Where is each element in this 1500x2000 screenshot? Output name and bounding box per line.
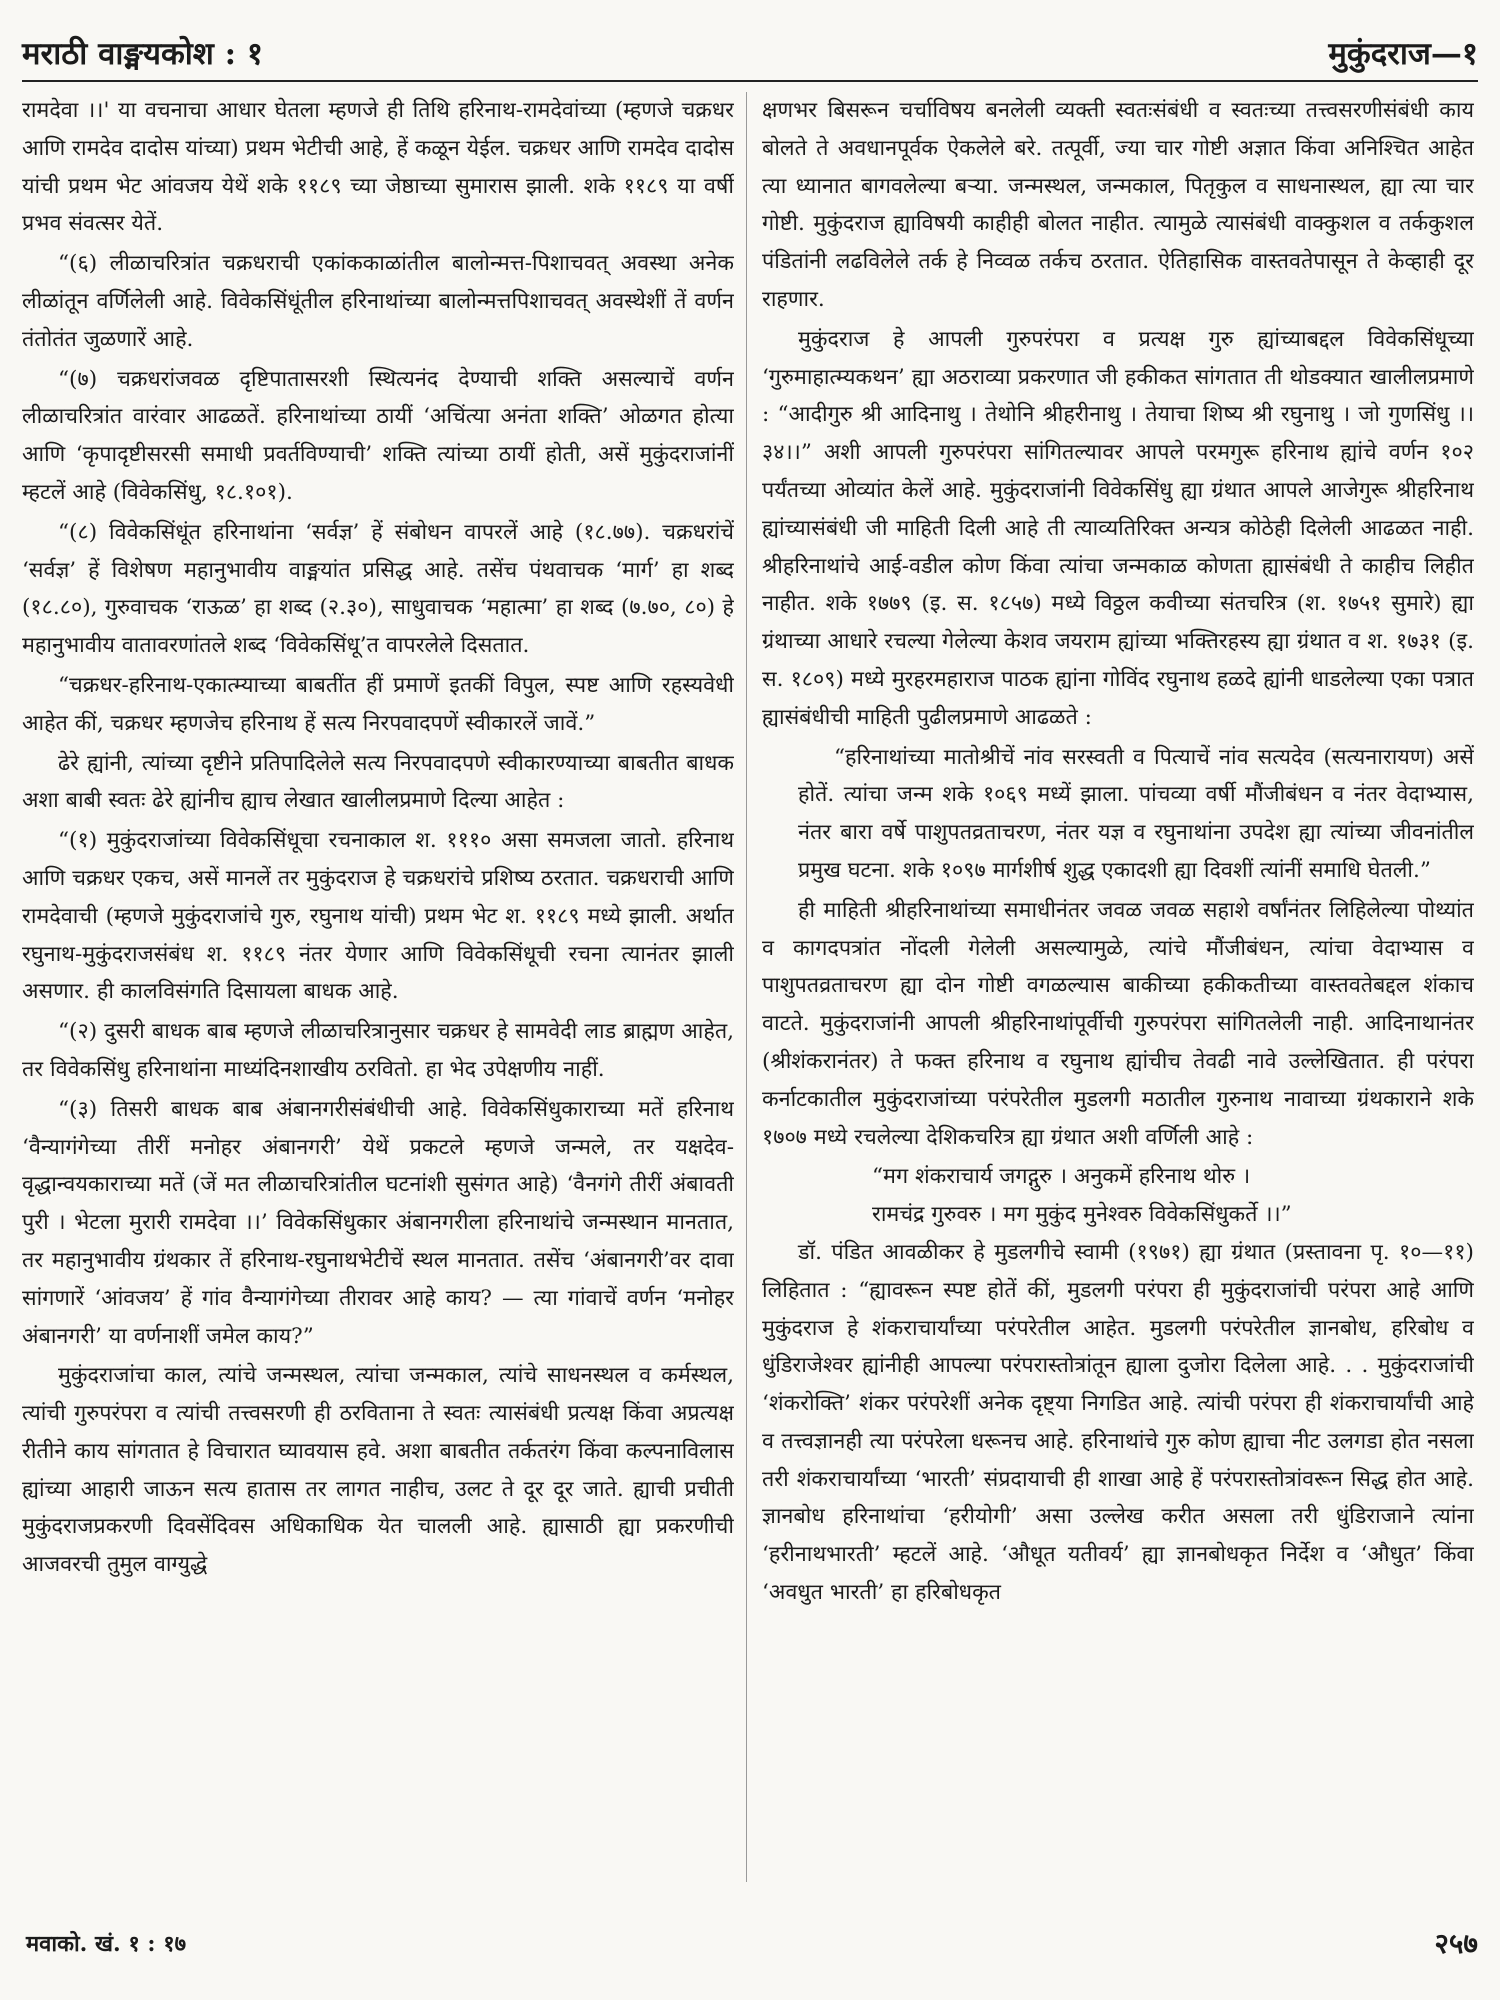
paragraph: “चक्रधर-हरिनाथ-एकात्म्याच्या बाबतींत हीं प्रमाणें इतकीं विपुल, स्पष्ट आणि रहस्यवेधी आहेत कीं, चक्रधर म्हणजेच हरिनाथ हें सत्य निरपवादपणें स्वीकारलें जावें.” — [22, 672, 734, 736]
page-footer — [22, 1928, 1478, 1972]
page-number: २५७ — [1434, 1927, 1478, 1960]
paragraph: “(७) चक्रधरांजवळ दृष्टिपातासरशी स्थित्यनंद देण्याची शक्ति असल्याचें वर्णन लीळाचरित्रांत वारंवार आढळतें. हरिनाथांच्या ठायीं ‘अचिंत्या अनंता शक्ति’ ओळगत होत्या आणि ‘कृपादृष्टीसरसी समाधी प्रवर्तविण्याची’ शक्ति त्यांच्या ठायीं होती, असें मुकुंदराजांनीं म्हटलें आहे (विवेकसिंधु, १८.१०१). — [22, 366, 734, 505]
paragraph: “(१) मुकुंदराजांच्या विवेकसिंधूचा रचनाकाल श. १११० असा समजला जातो. हरिनाथ आणि चक्रधर एकच, असें मानलें तर मुकुंदराज हे चक्रधरांचे प्रशिष्य ठरतात. चक्रधराची आणि रामदेवाची (म्हणजे मुकुंदराजांचे गुरु, रघुनाथ यांची) प्रथम भेट श. ११८९ मध्ये झाली. अर्थात रघुनाथ-मुकुंदराजसंबंध श. ११८९ नंतर येणार आणि विवेकसिंधूची रचना त्यानंतर झाली असणार. ही कालविसंगति दिसायला बाधक आहे. — [22, 828, 734, 1005]
paragraph: “(३) तिसरी बाधक बाब अंबानगरीसंबंधीची आहे. विवेकसिंधुकाराच्या मतें हरिनाथ ‘वैन्यागंगेच्या तीरीं मनोहर अंबानगरी’ येथें प्रकटले म्हणजे जन्मले, तर यक्षदेव-वृद्धान्वयकाराच्या मतें (जें मत लीळाचरित्रांतील घटनांशी सुसंगत आहे) ‘वैनगंगे तीरीं अंबावती पुरी । भेटला मुरारी रामदेवा ।।’ विवेकसिंधुकार अंबानगरीला हरिनाथांचे जन्मस्थान मानतात, तर महानुभावीय ग्रंथकार तें हरिनाथ-रघुनाथभेटीचें स्थल मानतात. तसेंच ‘अंबानगरी’वर दावा सांगणारें ‘आंवजय’ हें गांव वैन्यागंगेच्या तीरावर आहे काय? — त्या गांवाचें वर्णन ‘मनोहर अंबानगरी’ या वर्णनाशीं जमेल काय?” — [22, 1096, 734, 1349]
paragraph: “(६) लीळाचरित्रांत चक्रधराची एकांककाळांतील बालोन्मत्त-पिशाचवत् अवस्था अनेक लीळांतून वर्णिलेली आहे. विवेकसिंधूंतील हरिनाथांच्या बालोन्मत्तपिशाचवत् अवस्थेशीं तें वर्णन तंतोतंत जुळणारें आहे. — [22, 251, 734, 352]
right-column — [762, 92, 1474, 1882]
footer-reference: मवाको. खं. १ : १७ — [26, 1931, 187, 1957]
header-entry-title: मुकुंदराज—१ — [1328, 36, 1478, 72]
quoted-paragraph: “हरिनाथांच्या मातोश्रीचें नांव सरस्वती व पित्याचें नांव सत्यदेव (सत्यनारायण) असें होतें. त्यांचा जन्म शके १०६९ मध्यें झाला. पांचव्या वर्षी मौंजीबंधन व नंतर वेदाभ्यास, नंतर बारा वर्षे पाशुपतव्रताचरण, नंतर यज्ञ व रघुनाथांना उपदेश ह्या त्यांच्या जीवनांतील प्रमुख घटना. शके १०९७ मार्गशीर्ष शुद्ध एकादशी ह्या दिवशीं त्यांनीं समाधि घेतली.” — [798, 744, 1474, 883]
verse-line: रामचंद्र गुरुवरु । मग मुकुंद मुनेश्वरु विवेकसिंधुकर्ते ।।” — [872, 1202, 1292, 1228]
paragraph: डॉ. पंडित आवळीकर हे मुडलगीचे स्वामी (१९७१) ह्या ग्रंथात (प्रस्तावना पृ. १०—११) लिहितात : “ह्यावरून स्पष्ट होतें कीं, मुडलगी परंपरा ही मुकुंदराजांची परंपरा आहे आणि मुकुंदराज हे शंकराचार्यांच्या परंपरेतील आहेत. मुडलगी परंपरेतील ज्ञानबोध, हरिबोध व धुंडिराजेश्वर ह्यांनीही आपल्या परंपरास्तोत्रांतून ह्याला दुजोरा दिलेला आहे. . . मुकुंदराजांची ‘शंकरोक्ति’ शंकर परंपरेशीं अनेक दृष्ट्या निगडित आहे. त्यांची परंपरा ही शंकराचार्यांची आहे व तत्त्वज्ञानही त्या परंपरेला धरूनच आहे. हरिनाथांचे गुरु कोण ह्याचा नीट उलगडा होत नसला तरी शंकराचार्यांच्या ‘भारती’ संप्रदायाची ही शाखा आहे हें परंपरास्तोत्रांवरून सिद्ध होत आहे. ज्ञानबोध हरिनाथांचा ‘हरीयोगी’ असा उल्लेख करीत असला तरी धुंडिराजाने त्यांना ‘हरीनाथभारती’ म्हटलें आहे. ‘औधूत यतीवर्य’ ह्या ज्ञानबोधकृत निर्देश व ‘औधुत’ किंवा ‘अवधुत भारती’ हा हरिबोधकृत — [762, 1239, 1474, 1606]
left-column — [22, 92, 734, 1882]
paragraph: “(२) दुसरी बाधक बाब म्हणजे लीळाचरित्रानुसार चक्रधर हे सामवेदी लाड ब्राह्मण आहेत, तर विवेकसिंधु हरिनाथांना माध्यंदिनशाखीय ठरवितो. हा भेद उपेक्षणीय नाहीं. — [22, 1019, 734, 1082]
paragraph: ढेरे ह्यांनी, त्यांच्या दृष्टीने प्रतिपादिलेले सत्य निरपवादपणे स्वीकारण्याच्या बाबतीत बाधक अशा बाबी स्वतः ढेरे ह्यांनीच ह्याच लेखात खालीलप्रमाणे दिल्या आहेत : — [22, 750, 734, 814]
paragraph: रामदेवा ।।' या वचनाचा आधार घेतला म्हणजे ही तिथि हरिनाथ-रामदेवांच्या (म्हणजे चक्रधर आणि रामदेव दादोस यांच्या) प्रथम भेटीची आहे, हें कळून येईल. चक्रधर आणि रामदेव दादोस यांची प्रथम भेट आंवजय येथें शके ११८९ च्या जेष्ठाच्या सुमारास झाली. शके ११८९ या वर्षी प्रभव संवत्सर येतें. — [22, 98, 734, 237]
column-divider — [746, 92, 747, 1882]
header-volume-title: मराठी वाङ्मयकोश : १ — [22, 36, 264, 72]
verse-line: “मग शंकराचार्य जगद्गुरु । अनुकमें हरिनाथ थोरु । — [872, 1164, 1251, 1190]
paragraph: क्षणभर बिसरून चर्चाविषय बनलेली व्यक्ती स्वतःसंबंधी व स्वतःच्या तत्त्वसरणीसंबंधी काय बोलते ते अवधानपूर्वक ऐकलेले बरे. तत्पूर्वी, ज्या चार गोष्टी अज्ञात किंवा अनिश्चित आहेत त्या ध्यानात बागवलेल्या बऱ्या. जन्मस्थल, जन्मकाल, पितृकुल व साधनास्थल, ह्या त्या चार गोष्टी. मुकुंदराज ह्याविषयी काहीही बोलत नाहीत. त्यामुळे त्यासंबंधी वाक्कुशल व तर्ककुशल पंडितांनी लढविलेले तर्क हे निव्वळ तर्कच ठरतात. ऐतिहासिक वास्तवतेपासून ते केव्हाही दूर राहणार. — [762, 98, 1474, 312]
paragraph: मुकुंदराजांचा काल, त्यांचे जन्मस्थल, त्यांचा जन्मकाल, त्यांचे साधनस्थल व कर्मस्थल, त्यांची गुरुपरंपरा व त्यांची तत्त्वसरणी ही ठरविताना ते स्वतः त्यासंबंधी प्रत्यक्ष किंवा अप्रत्यक्ष रीतीने काय सांगतात हे विचारात घ्यावयास हवे. अशा बाबतीत तर्कतरंग किंवा कल्पनाविलास ह्यांच्या आहारी जाऊन सत्य हातास तर लागत नाहीच, उलट ते दूर दूर जाते. ह्याची प्रचीती मुकुंदराजप्रकरणी दिवसेंदिवस अधिकाधिक येत चालली आहे. ह्यासाठी ह्या प्रकरणीची आजवरची तुमुल वाग्युद्धे — [22, 1363, 734, 1578]
paragraph: मुकुंदराज हे आपली गुरुपरंपरा व प्रत्यक्ष गुरु ह्यांच्याबद्दल विवेकसिंधूच्या ‘गुरुमाहात्म्यकथन’ ह्या अठराव्या प्रकरणात जी हकीकत सांगतात ती थोडक्यात खालीलप्रमाणे : “आदीगुरु श्री आदिनाथु । तेथोनि श्रीहरीनाथु । तेयाचा शिष्य श्री रघुनाथु । जो गुणसिंधु ।।३४।।” अशी आपली गुरुपरंपरा सांगितल्यावर आपले परमगुरू हरिनाथ ह्यांचे वर्णन १०२ पर्यंतच्या ओव्यांत केलें आहे. मुकुंदराजांनी विवेकसिंधु ह्या ग्रंथात आपले आजेगुरू श्रीहरिनाथ ह्यांच्यासंबंधी जी माहिती दिली आहे ती त्याव्यतिरिक्त अन्यत्र कोठेही दिलेली आढळत नाही. श्रीहरिनाथांचे आई-वडील कोण किंवा त्यांचा जन्मकाळ कोणता ह्यासंबंधी ते काहीच लिहीत नाहीत. शके १७७९ (इ. स. १८५७) मध्ये विठ्ठल कवीच्या संतचरित्र (श. १७५१ सुमारे) ह्या ग्रंथाच्या आधारे रचल्या गेलेल्या केशव जयराम ह्यांच्या भक्तिरहस्य ह्या ग्रंथात व श. १७३१ (इ. स. १८०९) मध्ये मुरहरमहाराज पाठक ह्यांना गोविंद रघुनाथ हळदे ह्यांनी धाडलेल्या एका पत्रात ह्यासंबंधीची माहिती पुढीलप्रमाणे आढळते : — [762, 326, 1474, 730]
paragraph: “(८) विवेकसिंधूंत हरिनाथांना ‘सर्वज्ञ’ हें संबोधन वापरलें आहे (१८.७७). चक्रधरांचें ‘सर्वज्ञ’ हें विशेषण महानुभावीय वाङ्मयांत प्रसिद्ध आहे. तसेंच पंथवाचक ‘मार्ग’ हा शब्द (१८.८०), गुरुवाचक ‘राऊळ’ हा शब्द (२.३०), साधुवाचक ‘महात्मा’ हा शब्द (७.७०, ८०) हे महानुभावीय वातावरणांतले शब्द ‘विवेकसिंधू’त वापरलेले दिसतात. — [22, 519, 734, 659]
page-header — [22, 28, 1478, 82]
paragraph: ही माहिती श्रीहरिनाथांच्या समाधीनंतर जवळ जवळ सहाशे वर्षांनंतर लिहिलेल्या पोथ्यांत व कागदपत्रांत नोंदली गेलेली असल्यामुळे, त्यांचे मौंजीबंधन, त्यांचा वेदाभ्यास व पाशुपतव्रताचरण ह्या दोन गोष्टी वगळल्यास बाकीच्या हकीकतीच्या वास्तवतेबद्दल शंकाच वाटते. मुकुंदराजांनी आपली श्रीहरिनाथांपूर्वीची गुरुपरंपरा सांगितलेली नाही. आदिनाथानंतर (श्रीशंकरानंतर) ते फक्त हरिनाथ व रघुनाथ ह्यांचीच तेवढी नावे उल्लेखितात. ही परंपरा कर्नाटकातील मुकुंदराजांच्या परंपरेतील मुडलगी मठातील गुरुनाथ नावाच्या ग्रंथकाराने शके १७०७ मध्ये रचलेल्या देशिकचरित्र ह्या ग्रंथात अशी वर्णिली आहे : — [762, 897, 1474, 1150]
